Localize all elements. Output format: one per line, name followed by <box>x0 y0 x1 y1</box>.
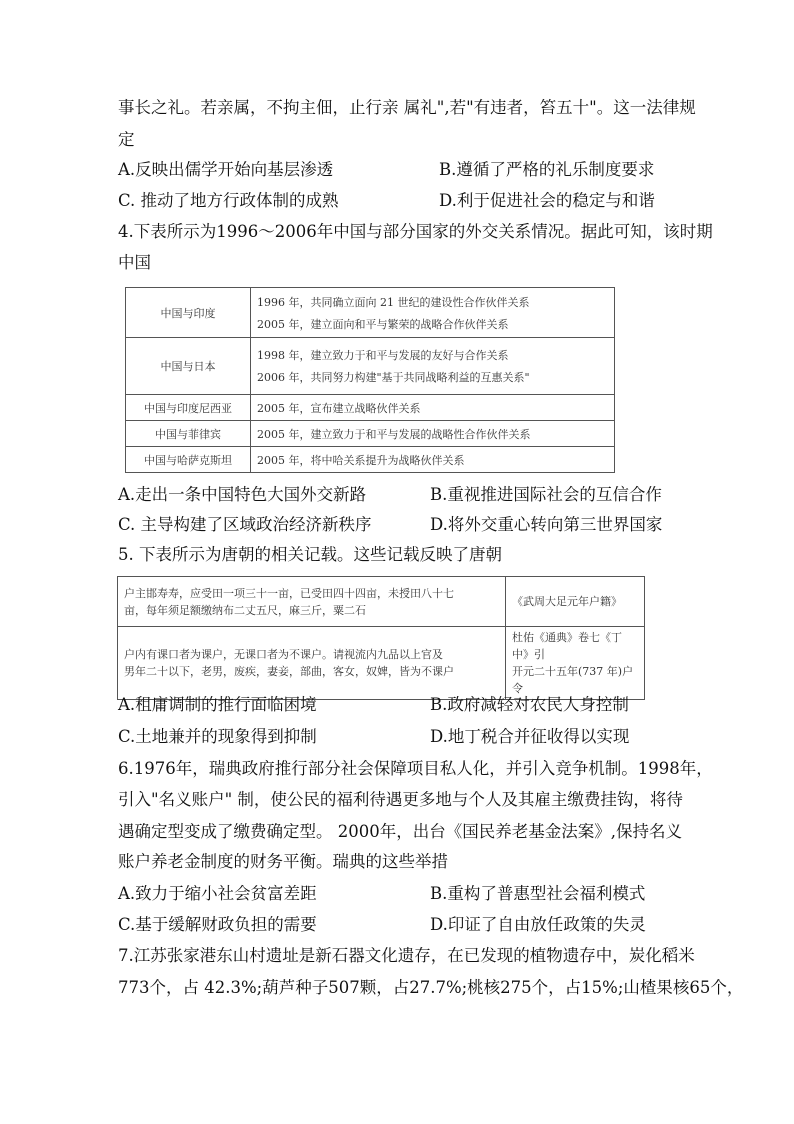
q6-text-line-1: 6.1976年，瑞典政府推行部分社会保障项目私人化，并引入竞争机制。1998年， <box>118 759 713 778</box>
q4-text-line-1: 4.下表所示为1996～2006年中国与部分国家的外交关系情况。据此可知，该时期 <box>118 222 713 241</box>
q4-option-b[interactable]: B.重视推进国际社会的互信合作 <box>430 485 662 504</box>
q5-option-b[interactable]: B.政府减轻对农民人身控制 <box>430 695 629 714</box>
q7-text-line-1: 7.江苏张家港东山村遗址是新石器文化遗存，在已发现的植物遗存中，炭化稻米 <box>118 946 695 965</box>
q6-option-a[interactable]: A.致力于缩小社会贫富差距 <box>118 884 317 903</box>
table-row <box>118 627 645 700</box>
q4-option-a[interactable]: A.走出一条中国特色大国外交新路 <box>118 485 367 504</box>
record-line: 亩，每年须足额缴纳布二丈五尺，麻三斤，粟二石 <box>124 603 366 617</box>
table-row <box>126 338 615 395</box>
relation-cell: 2005 年，宣布建立战略伙伴关系 <box>251 395 615 421</box>
q5-option-c[interactable]: C.土地兼并的现象得到抑制 <box>118 727 317 746</box>
country-pair-cell: 中国与印度尼西亚 <box>126 395 251 421</box>
record-line: 男年二十以下，老男，废疾，妻妾，部曲，客女，奴婢，皆为不课户 <box>124 665 454 678</box>
q3-option-c[interactable]: C. 推动了地方行政体制的成熟 <box>118 191 339 210</box>
q3-option-d[interactable]: D.利于促进社会的稳定与和谐 <box>439 191 655 210</box>
q6-text-line-3: 遇确定型变成了缴费确定型。 2000年，出台《国民养老基金法案》,保持名义 <box>118 822 682 841</box>
relation-cell <box>251 338 615 395</box>
source-cell: 《武周大足元年户籍》 <box>506 577 645 627</box>
q6-option-d[interactable]: D.印证了自由放任政策的失灵 <box>430 915 646 934</box>
country-pair-cell: 中国与哈萨克斯坦 <box>126 447 251 473</box>
relation-cell: 2005 年，建立致力于和平与发展的战略性合作伙伴关系 <box>251 421 615 447</box>
country-pair-cell: 中国与菲律宾 <box>126 421 251 447</box>
relation-cell <box>251 288 615 338</box>
relation-line: 1996 年，共同确立面向 21 世纪的建设性合作伙伴关系 <box>257 295 530 309</box>
table-row <box>126 421 615 447</box>
q5-records-table <box>117 576 645 700</box>
q6-text-line-4: 账户养老金制度的财务平衡。瑞典的这些举措 <box>118 852 448 871</box>
source-line: 开元二十五年(737 年)户令 <box>512 665 634 695</box>
record-cell <box>118 627 506 700</box>
q5-option-a[interactable]: A.租庸调制的推行面临困境 <box>118 695 317 714</box>
country-pair-cell: 中国与日本 <box>126 338 251 395</box>
relation-line: 2005 年，建立面向和平与繁荣的战略合作伙伴关系 <box>257 317 509 331</box>
table-row <box>118 577 645 627</box>
record-line: 户内有课口者为课户，无课口者为不课户。请视流内九品以上官及 <box>124 648 443 661</box>
q4-diplomacy-table <box>125 287 615 473</box>
table-row <box>126 447 615 473</box>
q6-text-line-2: 引入"名义账户" 制，使公民的福利待遇更多地与个人及其雇主缴费挂钩，将待 <box>118 790 683 809</box>
q4-option-c[interactable]: C. 主导构建了区域政治经济新秩序 <box>118 515 372 534</box>
q3-option-b[interactable]: B.遵循了严格的礼乐制度要求 <box>439 160 655 179</box>
record-line: 户主邯寿寿，应受田一项三十一亩，已受田四十四亩，未授田八十七 <box>124 586 454 600</box>
country-pair-cell: 中国与印度 <box>126 288 251 338</box>
source-line: 杜佑《通典》卷七《丁中》引 <box>512 631 622 661</box>
table-row <box>126 288 615 338</box>
q4-option-d[interactable]: D.将外交重心转向第三世界国家 <box>430 515 663 534</box>
q6-option-c[interactable]: C.基于缓解财政负担的需要 <box>118 915 317 934</box>
record-cell <box>118 577 506 627</box>
table-row <box>126 395 615 421</box>
q7-text-line-2: 773个，占 42.3%;葫芦种子507颗，占27.7%;桃核275个，占15%;山楂果核65个， <box>118 978 744 997</box>
relation-line: 1998 年，建立致力于和平与发展的友好与合作关系 <box>257 349 509 362</box>
q3-text-line-1: 事长之礼。若亲属，不拘主佃，止行亲 属礼",若"有违者，笞五十"。这一法律规 <box>118 98 696 117</box>
q3-text-line-2: 定 <box>118 130 135 149</box>
q5-text-line-1: 5. 下表所示为唐朝的相关记载。这些记载反映了唐朝 <box>118 545 502 564</box>
q4-text-line-2: 中国 <box>118 253 151 272</box>
relation-line: 2006 年，共同努力构建"基于共同战略利益的互惠关系" <box>257 371 530 384</box>
q3-option-a[interactable]: A.反映出儒学开始向基层渗透 <box>118 160 334 179</box>
source-cell <box>506 627 645 700</box>
q6-option-b[interactable]: B.重构了普惠型社会福利模式 <box>430 884 646 903</box>
relation-cell: 2005 年，将中哈关系提升为战略伙伴关系 <box>251 447 615 473</box>
q5-option-d[interactable]: D.地丁税合并征收得以实现 <box>430 727 630 746</box>
